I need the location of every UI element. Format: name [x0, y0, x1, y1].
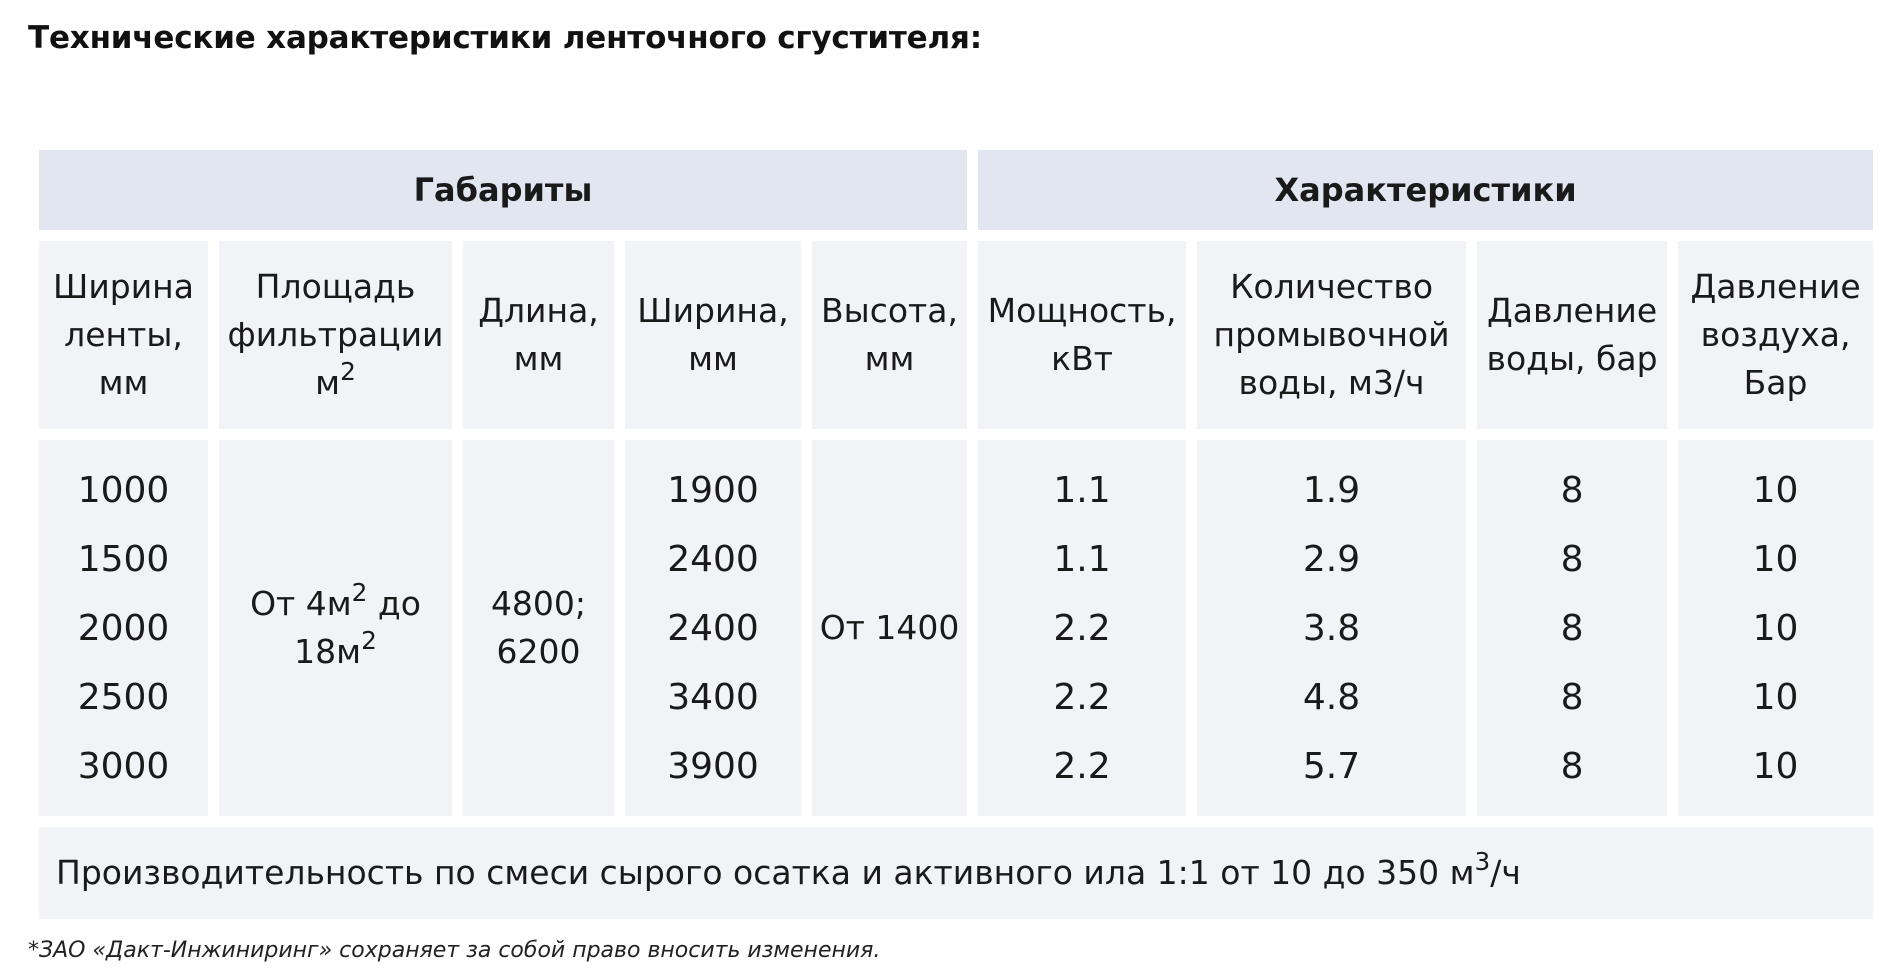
cell-water-pressure-values [1477, 440, 1667, 816]
table-cell: 10 [1752, 607, 1799, 649]
header-line: Давление [1486, 291, 1658, 330]
unit-text: м [315, 363, 341, 402]
header-line: фильтрации [227, 315, 444, 354]
table-cell: 10 [1752, 469, 1799, 511]
group-header-characteristics: Характеристики [978, 150, 1873, 230]
table-cell: 2.9 [1302, 538, 1361, 580]
filter-area-to: до [367, 584, 421, 623]
col-header-length [463, 241, 614, 429]
table-cell: 8 [1560, 676, 1584, 718]
unit-superscript: 2 [340, 356, 356, 386]
filter-area-from: От 4м [250, 584, 352, 623]
cell-air-pressure-values [1678, 440, 1873, 816]
table-cell: 2000 [77, 607, 170, 649]
cell-length-merged [463, 440, 614, 816]
table-cell: 5.7 [1302, 745, 1361, 787]
header-line: Давление [1690, 267, 1861, 306]
table-cell: 2500 [77, 676, 170, 718]
table-cell: 4.8 [1302, 676, 1361, 718]
header-line: мм [513, 339, 564, 378]
header-line: воздуха, [1700, 315, 1851, 354]
header-line: мм [98, 363, 149, 402]
table-cell: 8 [1560, 469, 1584, 511]
filter-area-to-value: 18м [294, 632, 362, 671]
length-value: 4800; [490, 584, 587, 623]
filter-area-to-sup: 2 [361, 625, 377, 655]
col-header-width [625, 241, 801, 429]
cell-wash-water-values [1197, 440, 1466, 816]
table-cell: 1.9 [1302, 469, 1361, 511]
table-cell: 8 [1560, 745, 1584, 787]
table-cell: 1000 [77, 469, 170, 511]
col-header-filter-area [219, 241, 452, 429]
table-cell: 3000 [77, 745, 170, 787]
cell-filter-area-merged [219, 440, 452, 816]
cell-power-values [978, 440, 1186, 816]
table-cell: 1500 [77, 538, 170, 580]
header-line: Мощность, [987, 291, 1177, 330]
header-line: мм [688, 339, 738, 378]
header-line: мм [864, 339, 915, 378]
table-cell: 1.1 [1053, 469, 1111, 511]
table-cell: 3900 [667, 745, 759, 787]
filter-area-line-2 [294, 625, 377, 676]
header-line: кВт [1051, 339, 1113, 378]
length-value: 6200 [496, 632, 581, 671]
table-cell: 2.2 [1053, 676, 1111, 718]
col-header-air-pressure [1678, 241, 1873, 429]
col-header-water-pressure [1477, 241, 1667, 429]
col-header-wash-water [1197, 241, 1466, 429]
spec-table [28, 139, 1884, 930]
performance-note [39, 827, 1873, 919]
table-cell: 1.1 [1053, 538, 1111, 580]
table-cell: 2.2 [1053, 745, 1111, 787]
table-cell: 3.8 [1302, 607, 1361, 649]
table-cell: 2400 [667, 607, 759, 649]
table-cell: 10 [1752, 538, 1799, 580]
cell-width-values [625, 440, 801, 816]
footnote: *ЗАО «Дакт-Инжиниринг» сохраняет за собой право вносить изменения. [28, 938, 881, 963]
cell-belt-width-values [39, 440, 208, 816]
header-line: ленты, [64, 315, 183, 354]
table-cell: 10 [1752, 745, 1799, 787]
header-line: воды, бар [1486, 339, 1658, 378]
header-line: Бар [1743, 363, 1808, 402]
performance-text: Производительность по смеси сырого осатка и активного ила 1:1 от 10 до 350 м [56, 853, 1475, 892]
page-title: Технические характеристики ленточного сгустителя: [28, 20, 982, 56]
header-line: промывочной [1213, 315, 1450, 354]
cell-height-merged: От 1400 [812, 440, 967, 816]
group-header-dimensions: Габариты [39, 150, 967, 230]
table-cell: 1900 [667, 469, 759, 511]
table-cell: 2400 [667, 538, 759, 580]
table-cell: 3400 [667, 676, 759, 718]
table-cell: 2.2 [1053, 607, 1111, 649]
header-line: Площадь [255, 267, 416, 306]
performance-sup: 3 [1474, 846, 1491, 876]
header-line: Количество [1230, 267, 1434, 306]
header-line: Ширина, [637, 291, 789, 330]
header-line: Длина, [478, 291, 599, 330]
header-line-unit [315, 356, 356, 407]
filter-area-line-1 [250, 577, 421, 628]
performance-suffix: /ч [1490, 853, 1521, 892]
filter-area-from-sup: 2 [351, 577, 368, 607]
header-line: воды, м3/ч [1238, 363, 1425, 402]
col-header-power [978, 241, 1186, 429]
header-line: Высота, [821, 291, 958, 330]
table-cell: 8 [1560, 538, 1584, 580]
header-line: Ширина [53, 267, 194, 306]
col-header-height [812, 241, 967, 429]
table-cell: 8 [1560, 607, 1584, 649]
table-cell: 10 [1752, 676, 1799, 718]
col-header-belt-width [39, 241, 208, 429]
